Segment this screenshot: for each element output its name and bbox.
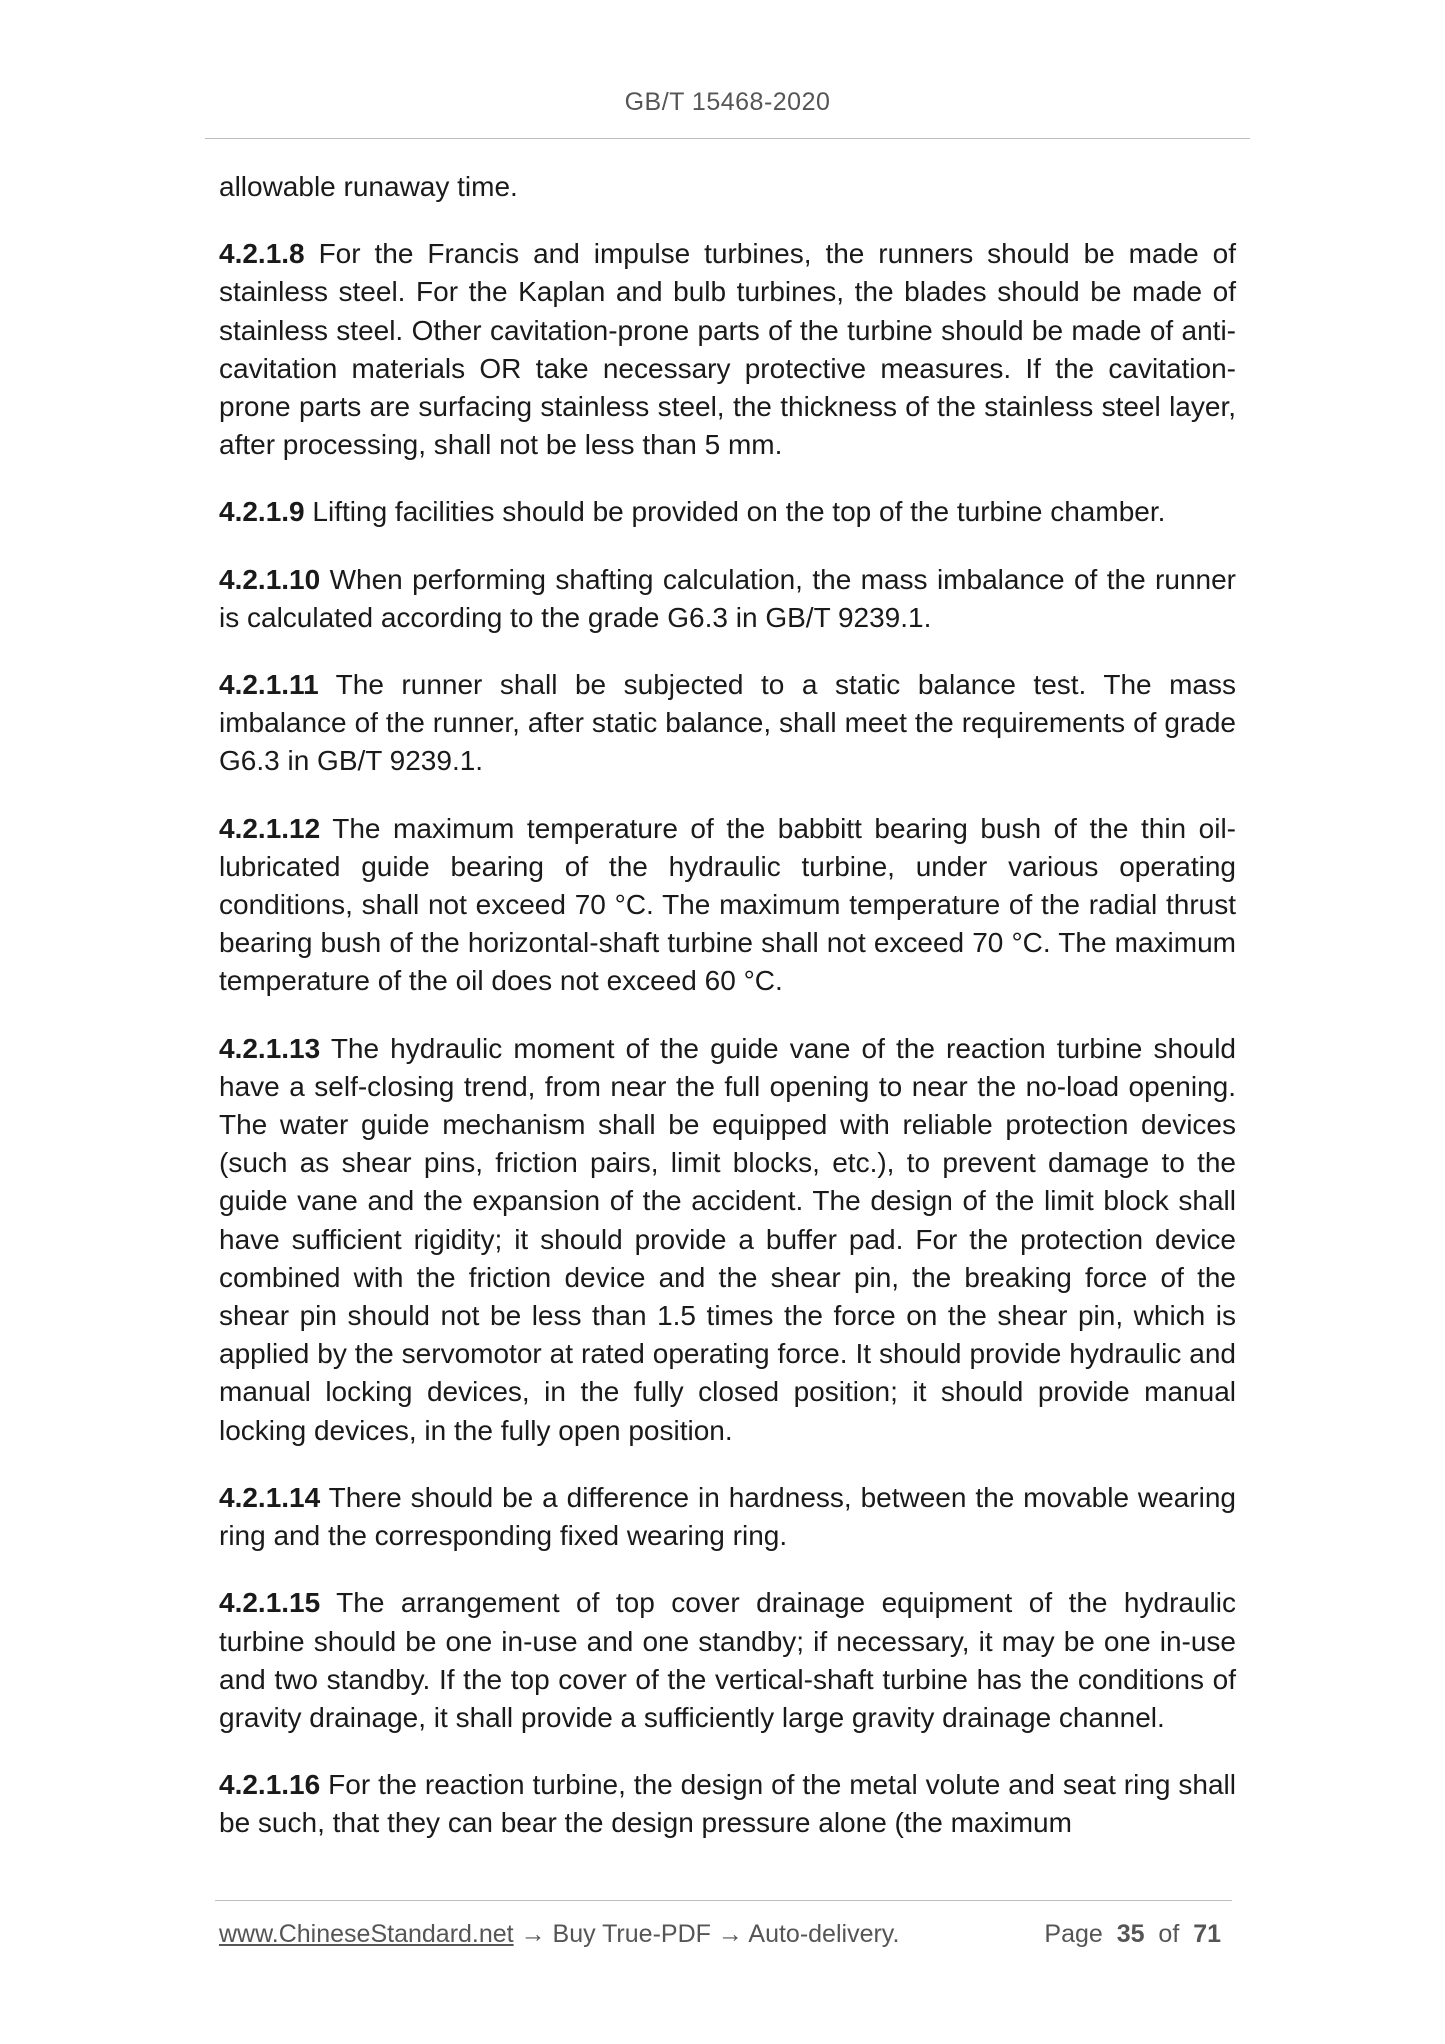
clause-text: When performing shafting calculation, the mass imbalance of the runner is calculated according to the grade G6.3 in GB/T 9239.1. [219,563,1236,633]
clause-text: For the reaction turbine, the design of the metal volute and seat ring shall be such, that they can bear the design pressure alone (the maximum [219,1769,1236,1839]
footer-promo [219,1920,899,1949]
clause-4-2-1-10 [219,561,1236,637]
clause-text: For the Francis and impulse turbines, the runners should be made of stainless steel. For the Kaplan and bulb turbines, the blades should be made of stainless steel. Other cavitation-prone parts of the turbine should be made of anti-cavitation materials OR take necessary protective measures. If the cavitation-prone parts are surfacing stainless steel, the thickness of the stainless steel layer, after processing, shall not be less than 5 mm. [219,238,1236,461]
clause-text: The maximum temperature of the babbitt bearing bush of the thin oil-lubricated guide bearing of the hydraulic turbine, under various operating conditions, shall not exceed 70 °C. The maximum temperature of the radial thrust bearing bush of the horizontal-shaft turbine shall not exceed 70 °C. The maximum temperature of the oil does not exceed 60 °C. [219,812,1236,997]
clause-number: 4.2.1.9 [219,496,305,528]
footer-promo-text: → Buy True-PDF → Auto-delivery. [513,1920,900,1948]
clause-text: There should be a difference in hardness, between the movable wearing ring and the corresponding fixed wearing ring. [219,1481,1236,1552]
clause-4-2-1-11 [219,666,1236,781]
clause-4-2-1-15 [219,1584,1236,1737]
clause-4-2-1-12 [219,810,1236,1001]
document-body [219,168,1236,1872]
page-label: Page [1044,1920,1103,1948]
footer-divider [215,1900,1232,1901]
clause-number: 4.2.1.10 [219,563,321,595]
clause-text: Lifting facilities should be provided on the top of the turbine chamber. [312,496,1166,528]
clause-4-2-1-16 [219,1766,1236,1842]
page-total: 71 [1193,1920,1221,1948]
clause-text: The runner shall be subjected to a static balance test. The mass imbalance of the runner, after static balance, shall meet the requirements of grade G6.3 in GB/T 9239.1. [219,669,1236,777]
website-link[interactable]: www.ChineseStandard.net [219,1920,514,1948]
page-indicator [1044,1920,1221,1949]
clause-4-2-1-13 [219,1030,1236,1450]
clause-number: 4.2.1.14 [219,1481,321,1513]
clause-number: 4.2.1.8 [219,238,305,270]
clause-text: The arrangement of top cover drainage equipment of the hydraulic turbine should be one in-use and one standby; if necessary, it may be one in-use and two standby. If the top cover of the vertical-shaft turbine has the conditions of gravity drainage, it shall provide a sufficiently large gravity drainage channel. [219,1587,1236,1733]
clause-number: 4.2.1.15 [219,1587,321,1619]
clause-number: 4.2.1.11 [219,669,319,701]
clause-number: 4.2.1.16 [219,1769,321,1801]
clause-4-2-1-8 [219,235,1236,464]
clause-text: The hydraulic moment of the guide vane of the reaction turbine should have a self-closing trend, from near the full opening to near the no-load opening. The water guide mechanism shall be equipped with reliable protection devices (such as shear pins, friction pairs, limit blocks, etc.), to prevent damage to the guide vane and the expansion of the accident. The design of the limit block shall have sufficient rigidity; it should provide a buffer pad. For the protection device combined with the friction device and the shear pin, the breaking force of the shear pin should not be less than 1.5 times the force on the shear pin, which is applied by the servomotor at rated operating force. It should provide hydraulic and manual locking devices, in the fully closed position; it should provide manual locking devices, in the fully open position. [219,1032,1236,1446]
running-header: GB/T 15468-2020 [624,88,831,116]
page-current: 35 [1116,1920,1145,1948]
clause-4-2-1-14 [219,1479,1236,1555]
clause-number: 4.2.1.13 [219,1032,321,1064]
clause-number: 4.2.1.12 [219,812,321,844]
lead-paragraph: allowable runaway time. [219,171,518,202]
header-divider [205,138,1250,139]
clause-4-2-1-9 [219,493,1236,531]
of-label: of [1158,1920,1180,1948]
